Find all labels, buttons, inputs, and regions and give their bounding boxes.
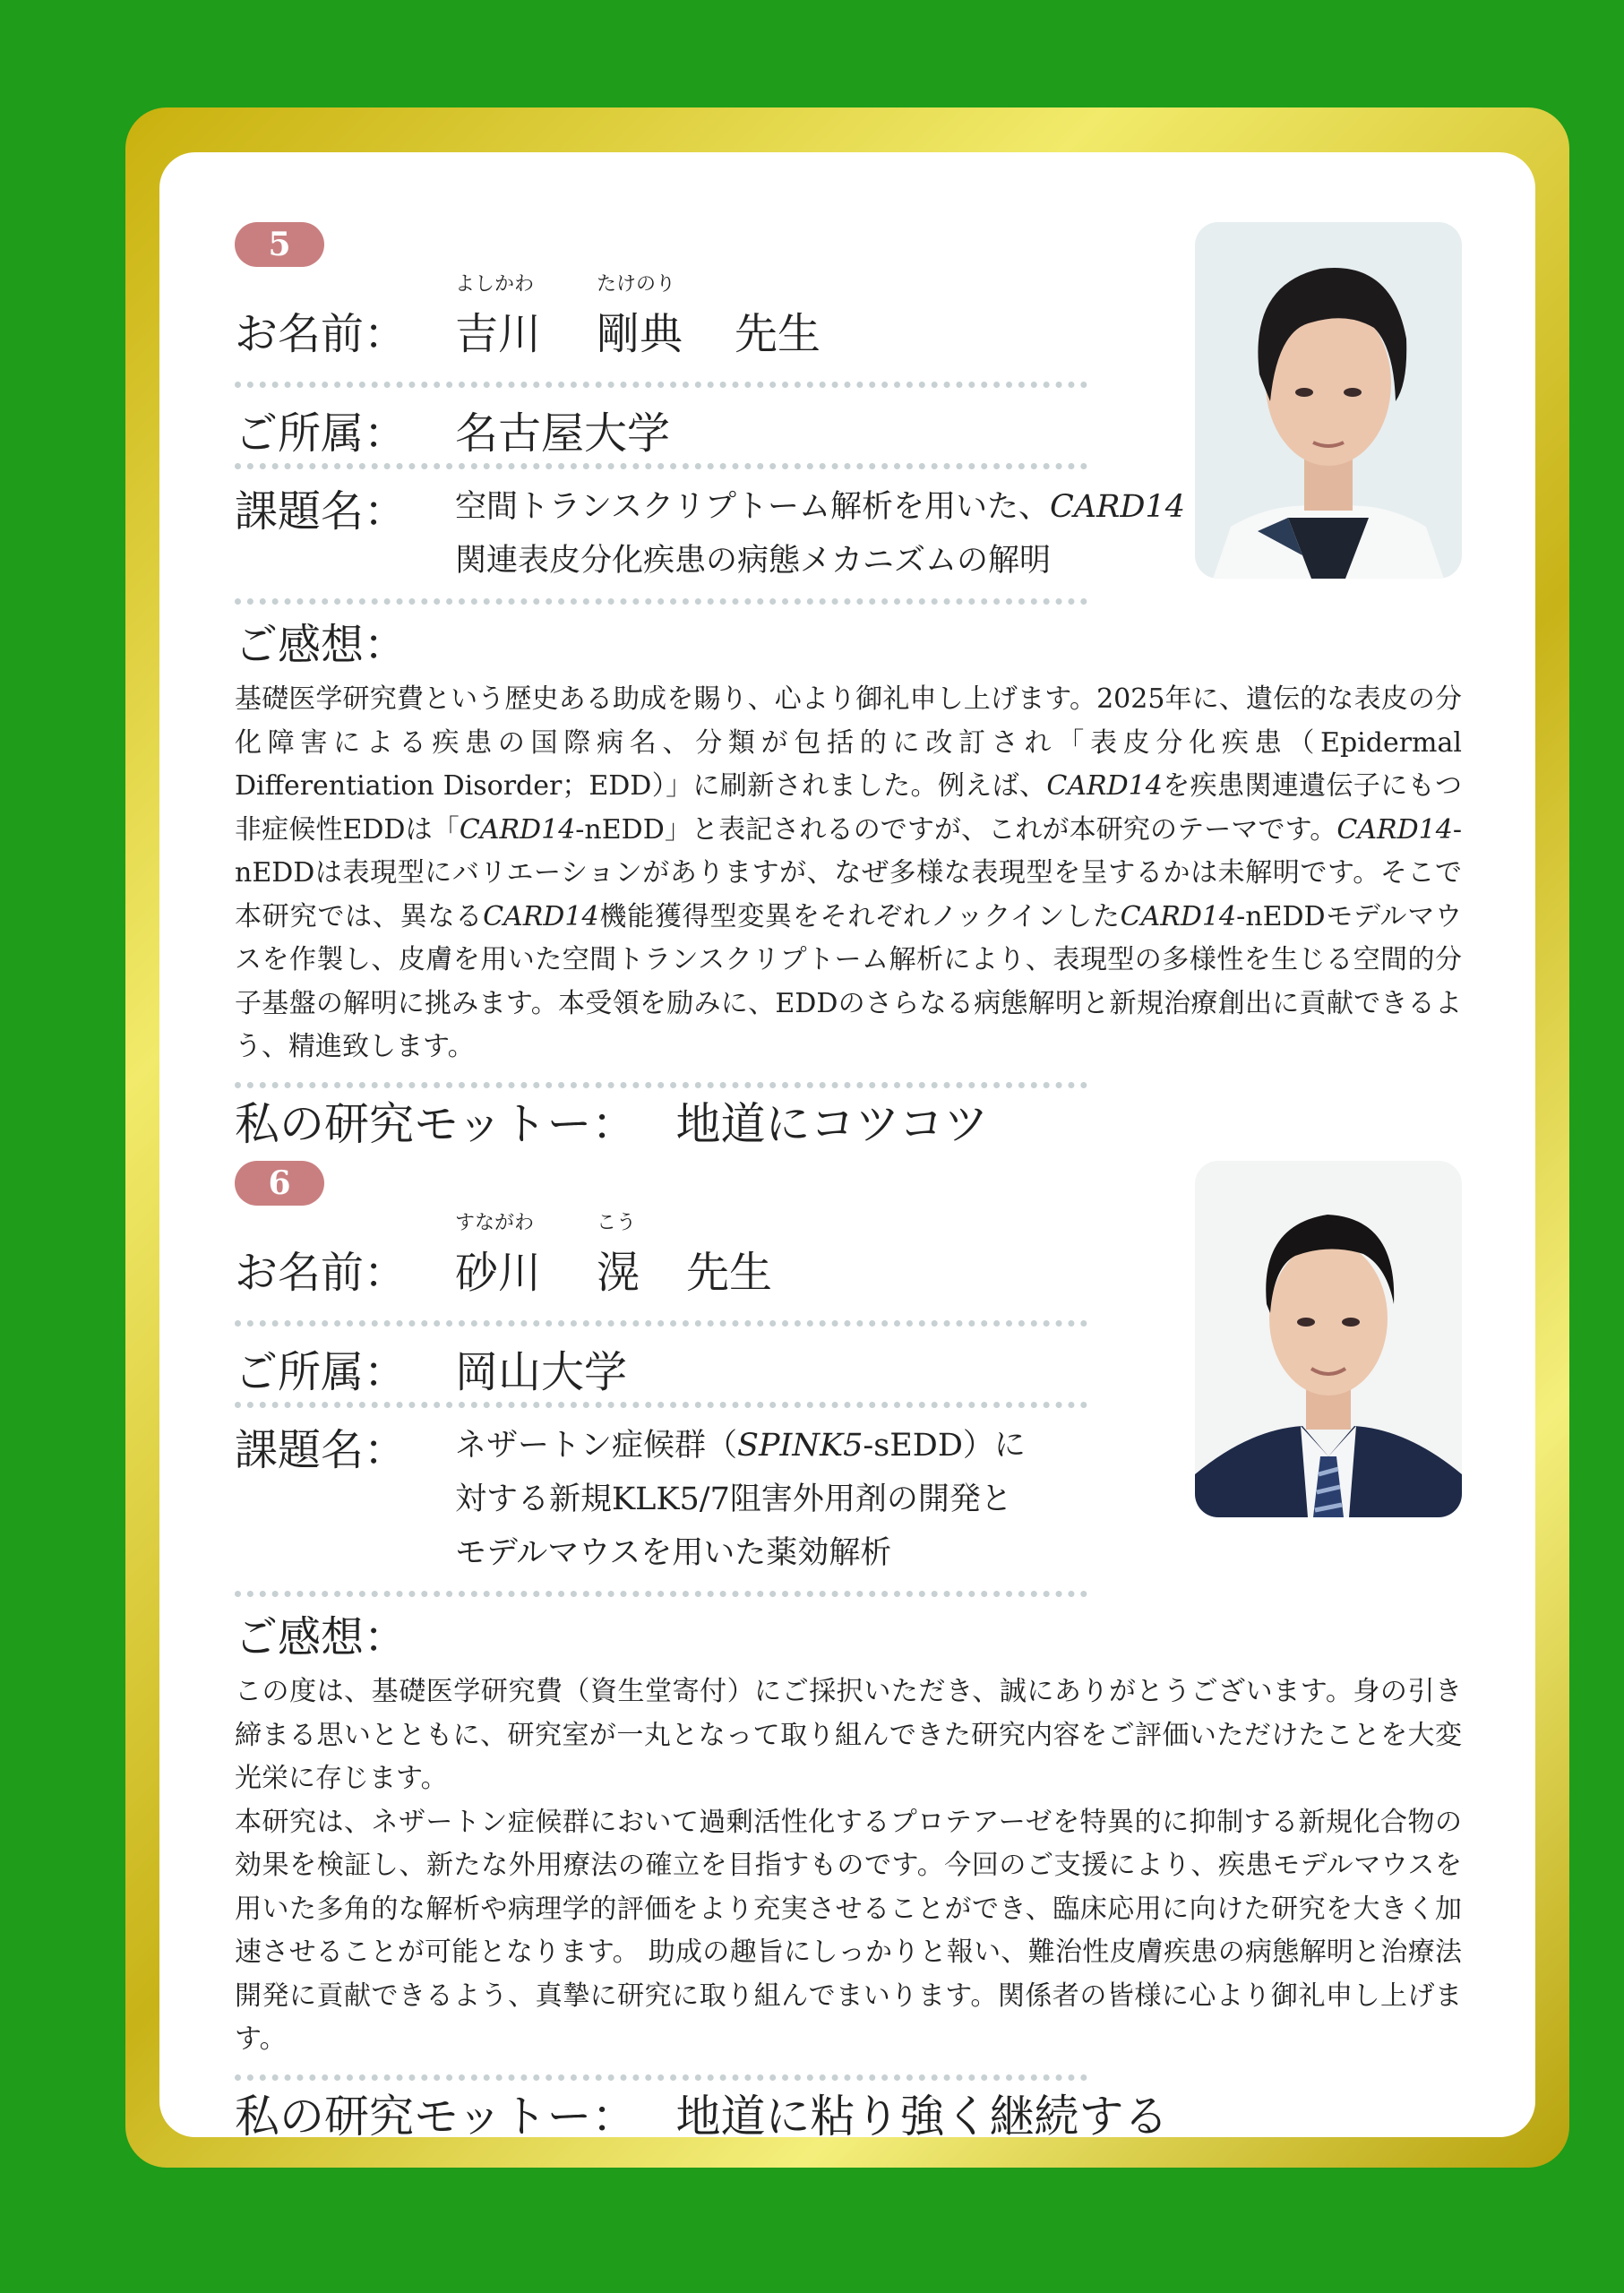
dotted-divider: [235, 463, 1087, 469]
motto-label: 私の研究モットー：: [235, 1097, 637, 1150]
entry-number-badge: 5: [235, 222, 324, 267]
impression-segment: を疾患関連遺伝子にもつ非症候性EDDは「: [235, 770, 1462, 846]
name-row: [235, 267, 1087, 359]
gene-name: CARD14: [459, 813, 576, 846]
dotted-divider: [235, 1402, 1087, 1408]
affiliation-value: 岡山大学: [455, 1347, 628, 1397]
topic-line: -sEDD）に: [863, 1428, 1026, 1464]
impression-segment: 基礎医学研究費という歴史ある助成を賜り、心より御礼申し上げます。2025年に、遺伝的な表皮の分化障害による疾患の国際病名、分類が包括的に改訂され「表皮分化疾患（Epidermal Differentiation Disorder；EDD）」に刷新されました。例えば、: [235, 683, 1462, 802]
topic-label: 課題名：: [235, 486, 408, 537]
topic-line: 対する新規KLK5/7阻害外用剤の開発と: [455, 1481, 1012, 1517]
gene-name: CARD14: [1049, 489, 1185, 525]
motto-value: 地道に粘り強く継続する: [675, 2090, 1169, 2143]
research-motto: [235, 1088, 1462, 1160]
honorific: 先生: [686, 1248, 773, 1298]
motto-label: 私の研究モットー：: [235, 2090, 637, 2143]
family-name: 砂川: [455, 1248, 542, 1298]
impression-segment: 機能獲得型変異をそれぞれノックインした: [598, 900, 1121, 932]
gene-name: CARD14: [1046, 770, 1163, 802]
researcher-entry: [235, 1161, 1462, 2152]
family-name: 吉川: [455, 309, 542, 359]
given-name-ruby: たけのり: [597, 273, 676, 296]
topic-text: [455, 480, 1185, 588]
dotted-divider: [235, 382, 1087, 388]
researcher-entry: [235, 222, 1462, 1160]
impression-text: [235, 1670, 1462, 2062]
researcher-photo: [1195, 1161, 1462, 1517]
impression-paragraph: 本研究は、ネザートン症候群において過剰活性化するプロテアーゼを特異的に抑制する新規化合物の効果を検証し、新たな外用療法の確立を目指すものです。今回のご支援により、疾患モデルマウスを用いた多角的な解析や病理学的評価をより充実させることができ、臨床応用に向けた研究を大きく加速させることが可能となります。 助成の趣旨にしっかりと報い、難治性皮膚疾患の病態解明と治療法開発に貢献できるよう、真摯に研究に取り組んでまいります。関係者の皆様に心より御礼申し上げます。: [235, 1806, 1462, 2055]
impression-label: ご感想：: [235, 620, 408, 670]
topic-row: [235, 469, 1185, 598]
name-label: お名前：: [235, 309, 408, 359]
gene-name: SPINK5: [737, 1428, 864, 1464]
topic-row: [235, 1408, 1087, 1591]
affiliation-row: [235, 388, 1087, 463]
topic-line: 関連表皮分化疾患の病態メカニズムの解明: [455, 543, 1052, 579]
dotted-divider: [235, 598, 1087, 605]
research-motto: [235, 2081, 1462, 2152]
dotted-divider: [235, 1082, 1087, 1088]
given-name-ruby: こう: [597, 1212, 637, 1234]
affiliation-label: ご所属：: [235, 408, 408, 459]
family-name-ruby: よしかわ: [455, 273, 535, 296]
topic-line: ネザートン症候群（: [455, 1428, 738, 1464]
given-name: 剛典: [597, 309, 683, 359]
impression-segment: -nEDD」と表記されるのですが、これが本研究のテーマです。: [575, 813, 1337, 846]
name-label: お名前：: [235, 1248, 408, 1298]
gene-name: CARD14: [1120, 900, 1237, 932]
dotted-divider: [235, 1320, 1087, 1327]
impression-paragraph: この度は、基礎医学研究費（資生堂寄付）にご採択いただき、誠にありがとうございます。身の引き締まる思いとともに、研究室が一丸となって取り組んできた研究内容をご評価いただけたことを大変光栄に存じます。: [235, 1676, 1462, 1794]
dotted-divider: [235, 1591, 1087, 1597]
impression-segment: -nEDDモデルマウスを作製し、皮膚を用いた空間トランスクリプトーム解析により、表現型の多様性を生じる空間的分子基盤の解明に挑みます。本受領を励みに、EDDのさらなる病態解明と新規治療創出に貢献できるよう、精進致します。: [235, 900, 1463, 1062]
topic-line: 空間トランスクリプトーム解析を用いた、: [455, 489, 1050, 525]
entry-number-badge: 6: [235, 1161, 324, 1206]
impression-label: ご感想：: [235, 1612, 408, 1662]
affiliation-row: [235, 1327, 1087, 1402]
impression-text: [235, 678, 1462, 1069]
dotted-divider: [235, 2074, 1087, 2081]
motto-value: 地道にコツコツ: [675, 1097, 989, 1150]
gene-name: CARD14: [1336, 813, 1453, 846]
honorific: 先生: [735, 309, 821, 359]
affiliation-value: 名古屋大学: [455, 408, 671, 459]
topic-line: モデルマウスを用いた薬効解析: [455, 1535, 892, 1571]
gene-name: CARD14: [483, 900, 599, 932]
name-row: [235, 1206, 1087, 1298]
topic-label: 課題名：: [235, 1425, 408, 1475]
researcher-photo: [1195, 222, 1462, 579]
topic-text: [455, 1419, 1026, 1580]
affiliation-label: ご所属：: [235, 1347, 408, 1397]
given-name: 滉: [597, 1248, 640, 1298]
family-name-ruby: すながわ: [455, 1212, 535, 1234]
impression-segment: -nEDDは表現型にバリエーションがありますが、なぜ多様な表現型を呈するかは未解明です。そこで本研究では、異なる: [235, 813, 1462, 932]
